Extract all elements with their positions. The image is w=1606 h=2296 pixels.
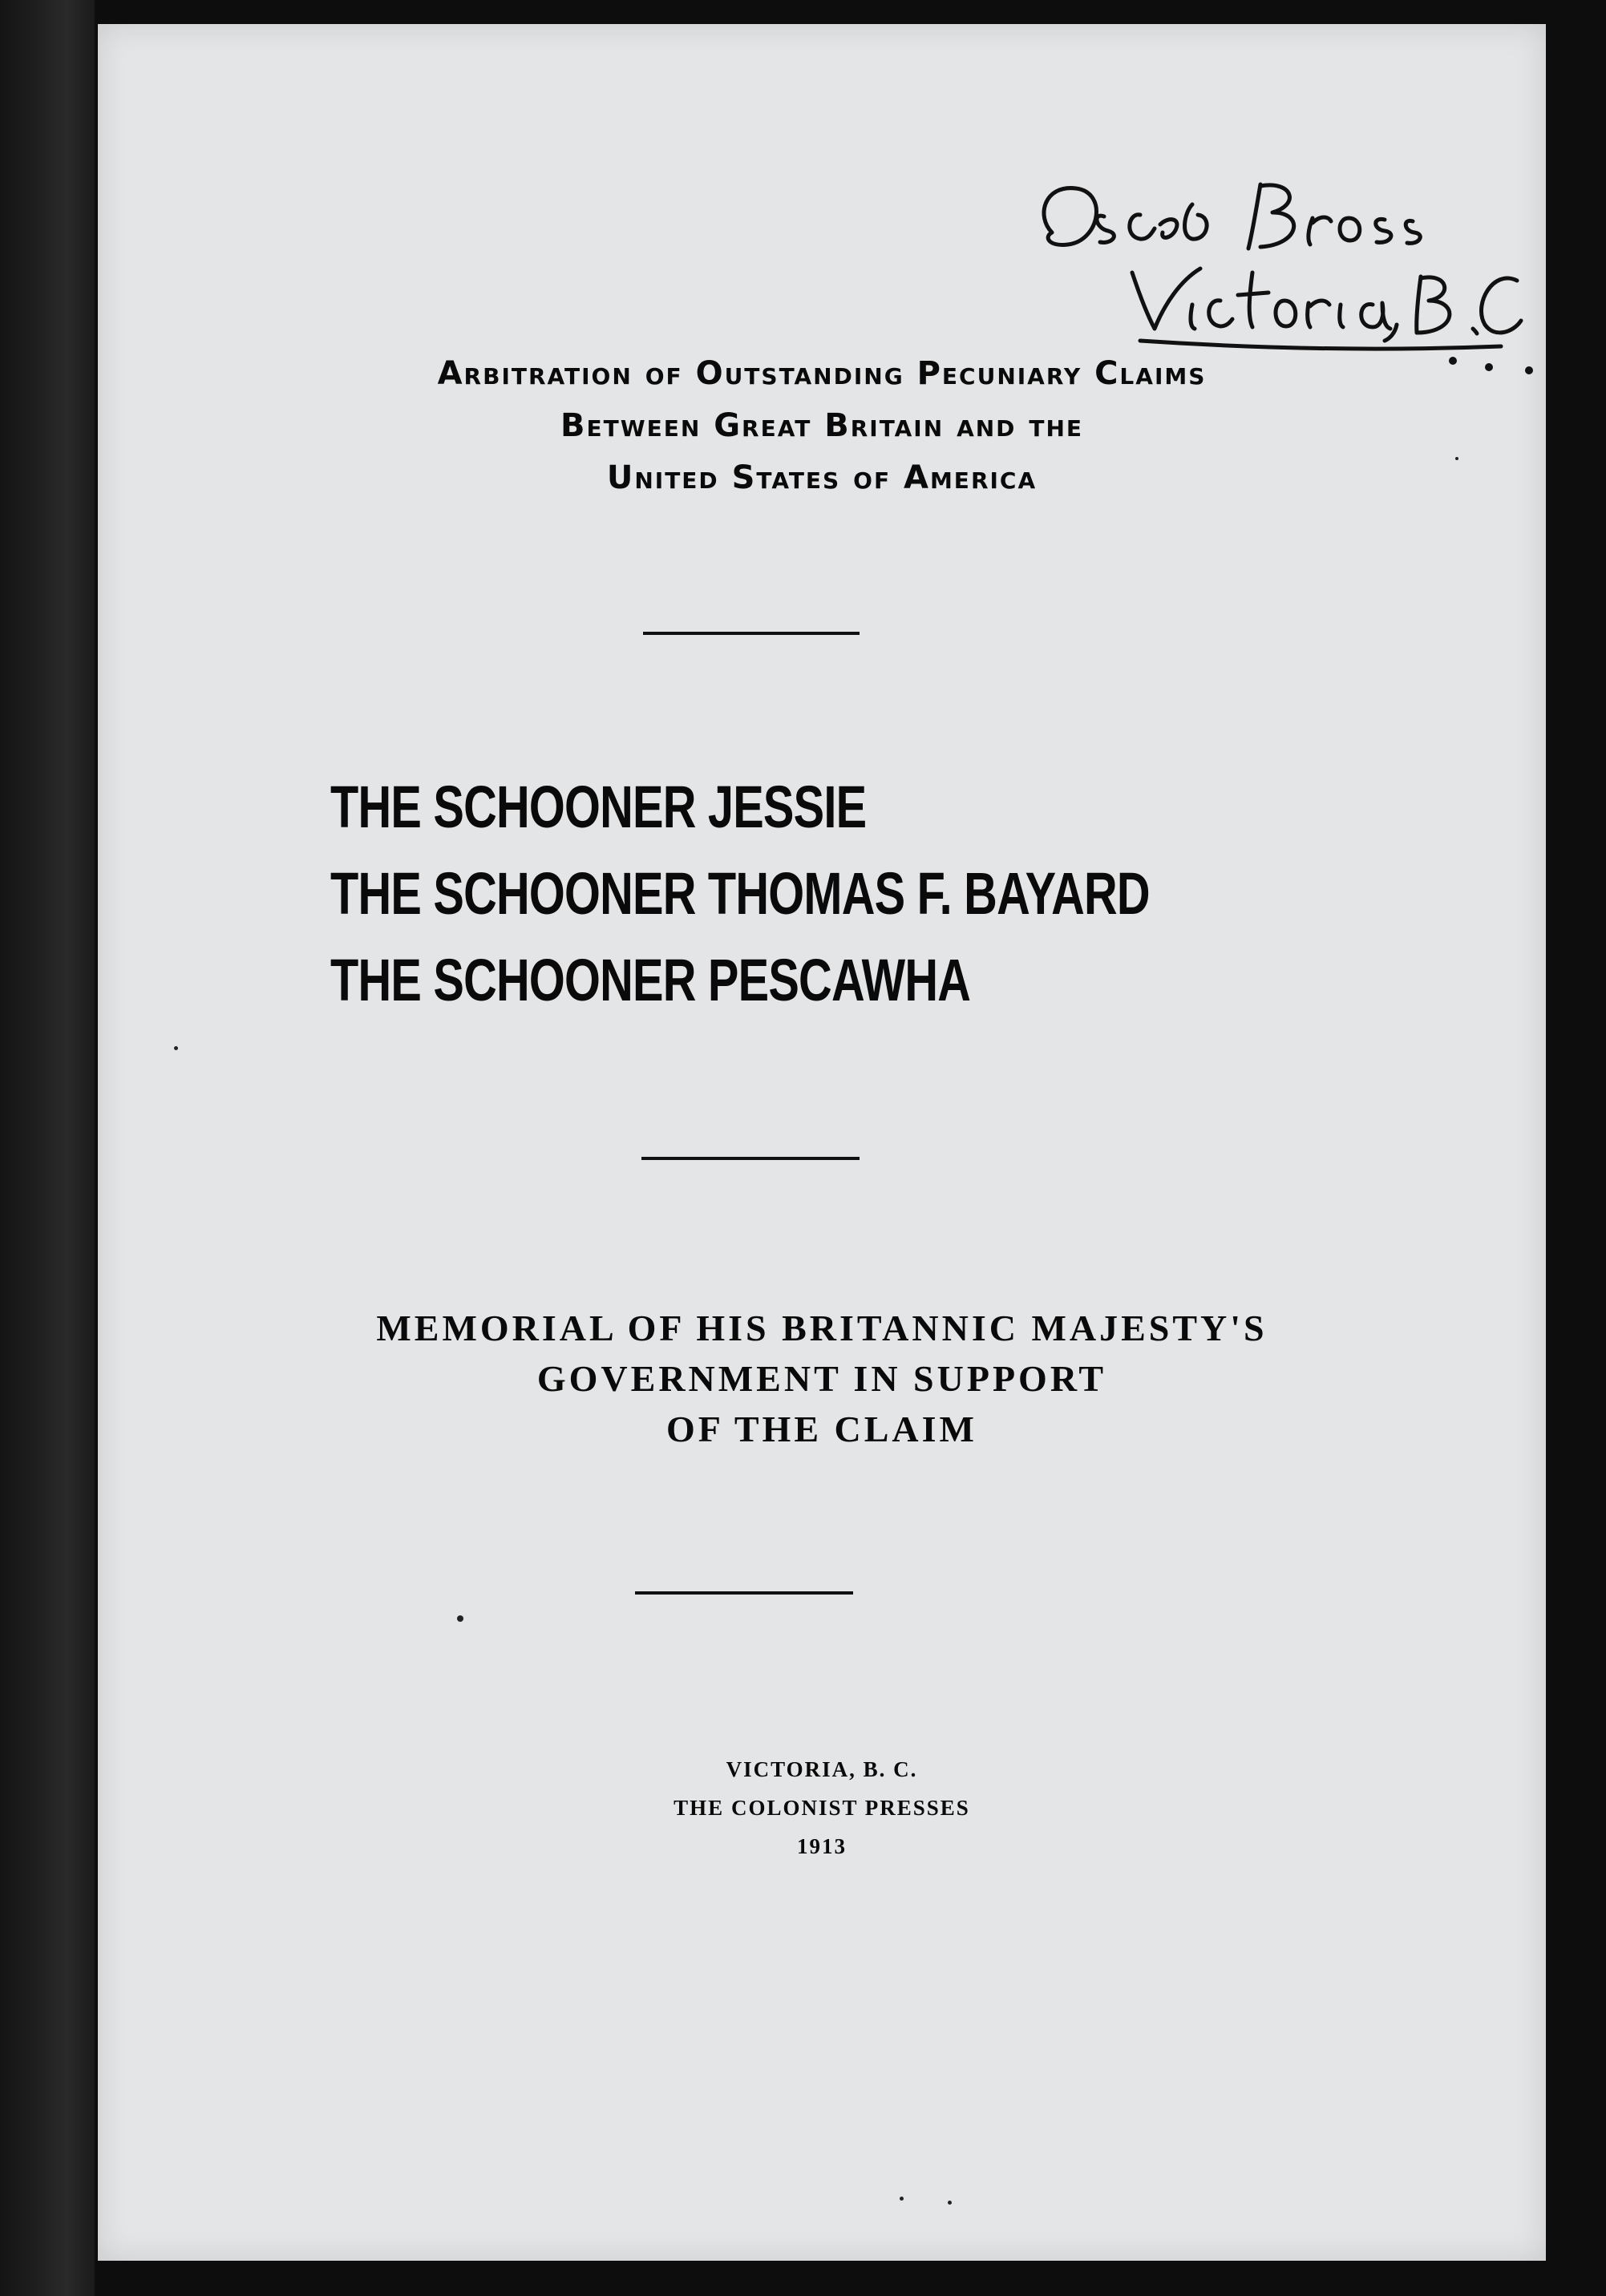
handwritten-inscription (1020, 168, 1541, 377)
memorial-line-2: GOVERNMENT IN SUPPORT (536, 1358, 1107, 1399)
title-schooner-1: THE SCHOONER JESSIE (330, 774, 867, 840)
divider-rule-3 (635, 1591, 853, 1595)
scan-speck (948, 2201, 952, 2205)
scan-speck (457, 1615, 463, 1622)
scan-speck (900, 2197, 904, 2201)
title-schooner-3: THE SCHOONER PESCAWHA (330, 947, 971, 1013)
header-line-1: Arbitration of Outstanding Pecuniary Claims (437, 355, 1207, 392)
scan-speck (1455, 457, 1458, 460)
memorial-line-1: MEMORIAL OF HIS BRITANNIC MAJESTY'S (376, 1308, 1268, 1348)
imprint-publisher: THE COLONIST PRESSES (674, 1796, 970, 1820)
binding-strip (0, 0, 95, 2296)
title-page (98, 24, 1546, 2261)
divider-rule-2 (641, 1157, 860, 1160)
imprint-place: VICTORIA, B. C. (726, 1757, 918, 1781)
title-schooner-2: THE SCHOONER THOMAS F. BAYARD (330, 860, 1150, 927)
divider-rule-1 (643, 632, 860, 635)
scan-speck (174, 1046, 178, 1050)
header-line-2: Between Great Britain and the (560, 407, 1084, 444)
memorial-line-3: OF THE CLAIM (666, 1409, 977, 1449)
header-line-3: United States of America (606, 459, 1038, 496)
imprint-year: 1913 (797, 1834, 847, 1858)
